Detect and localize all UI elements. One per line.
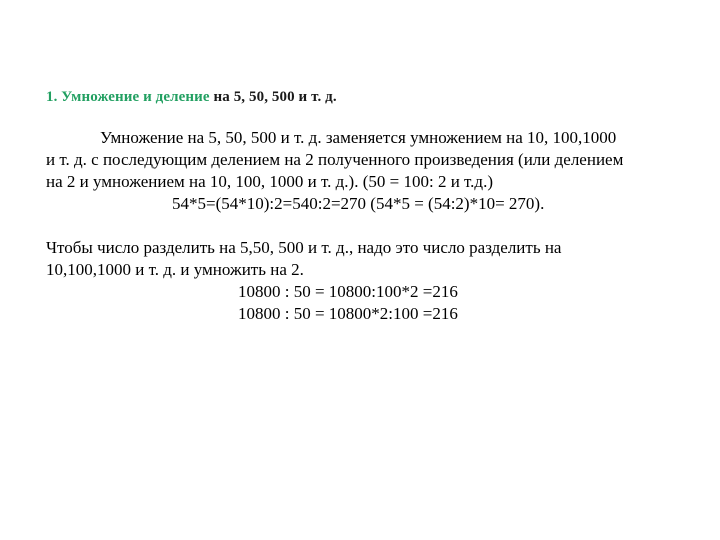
example-formula: 10800 : 50 = 10800:100*2 =216 bbox=[238, 282, 458, 301]
paragraph-line: 10,100,1000 и т. д. и умножить на 2. bbox=[46, 260, 304, 279]
section-heading bbox=[46, 89, 337, 106]
paragraph-line: Умножение на 5, 50, 500 и т. д. заменяется умножением на 10, 100,1000 bbox=[100, 128, 617, 147]
paragraph-line: Чтобы число разделить на 5,50, 500 и т. д., надо это число разделить на bbox=[46, 238, 562, 257]
heading-accent-text: 1. Умножение и деление bbox=[46, 89, 210, 105]
division-paragraph bbox=[46, 237, 686, 325]
example-formula: 10800 : 50 = 10800*2:100 =216 bbox=[238, 304, 458, 323]
multiplication-paragraph bbox=[46, 127, 686, 215]
paragraph-line: на 2 и умножением на 10, 100, 1000 и т. д.). (50 = 100: 2 и т.д.) bbox=[46, 172, 493, 191]
heading-rest-text: на 5, 50, 500 и т. д. bbox=[209, 89, 337, 105]
paragraph-line: и т. д. с последующим делением на 2 полученного произведения (или делением bbox=[46, 150, 624, 169]
example-formula: 54*5=(54*10):2=540:2=270 (54*5 = (54:2)*10= 270). bbox=[172, 194, 545, 213]
